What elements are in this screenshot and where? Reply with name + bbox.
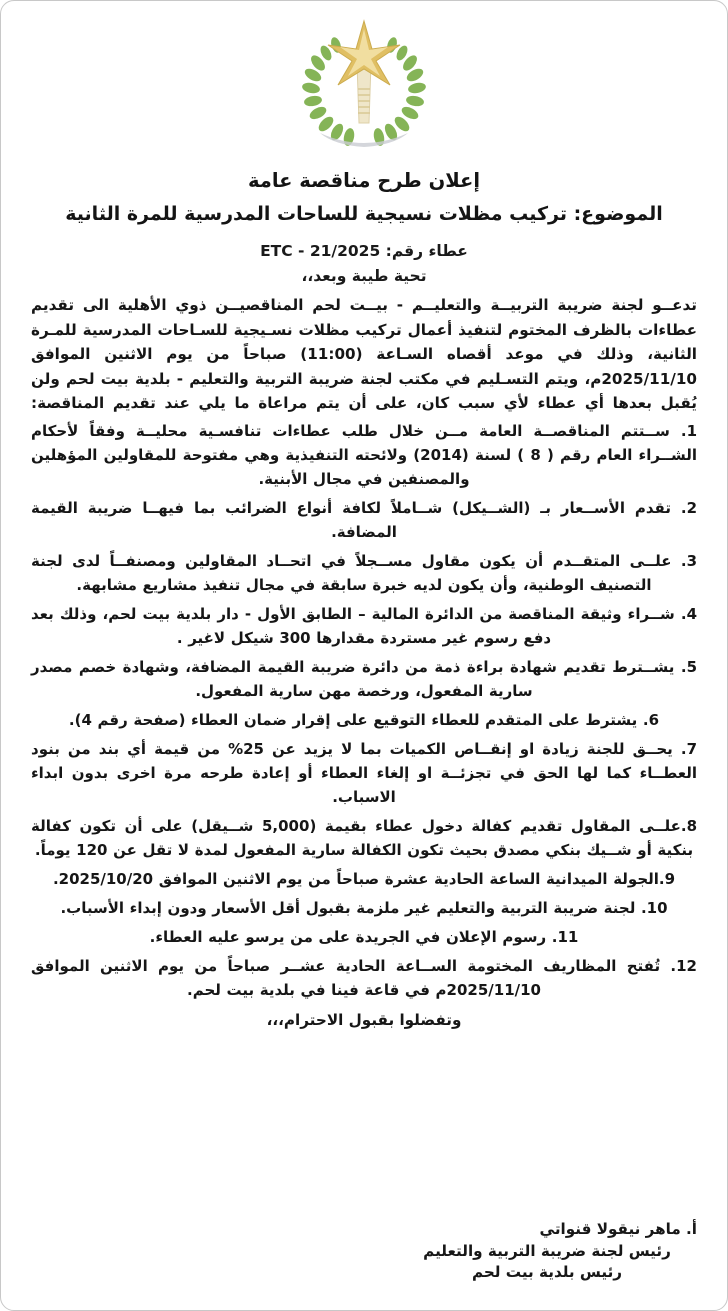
greeting-line: تحية طيبة وبعد،،: [301, 266, 427, 285]
clause-item: 1. ســتتم المناقصــة العامة مــن خلال طلب عطاءات تنافسـية محليــة وفقاً لأحكام الشــراء العام رقم ( 8 ) لسنة (2014) ولائحته التنفيذية وهي مفتوحة للمقاولين المؤهلين والمصنفين في مجال الأبنية.: [31, 422, 697, 489]
tender-number-value: ETC - 21/2025: [260, 242, 381, 261]
closing-line: وتفضلوا بقبول الاحترام،،،: [266, 1011, 462, 1030]
bethlehem-municipality-emblem-icon: [284, 15, 444, 155]
clause-item: 7. يحــق للجنة زيادة او إنقــاص الكميات بما لا يزيد عن 25% من قيمة أي بند من بنود العطــاء كما لها الحق في تجزئــة او إلغاء العطاء أو إعادة طرحه مرة اخرى بدون ابداء الاسباب.: [31, 740, 697, 807]
page-title: إعلان طرح مناقصة عامة: [247, 169, 481, 192]
clause-item: 6. يشترط على المتقدم للعطاء التوقيع على إقرار ضمان العطاء (صفحة رقم 4).: [68, 711, 660, 730]
tender-subject: الموضوع: تركيب مظلات نسيجية للساحات المدرسية للمرة الثانية: [65, 203, 663, 226]
document-sheet: [1, 1, 727, 1310]
clause-item: 8.علــى المقاول تقديم كفالة دخول عطاء بقيمة (5,000 شــيقل) على أن تكون كفالة بنكية أو شــيك بنكي مصدق بحيث تكون الكفالة سارية المفعول لمدة لا تقل عن 120 يوماً.: [31, 817, 698, 860]
clause-item: 3. علــى المتقــدم أن يكون مقاول مســجلاً في اتحــاد المقاولين ومصنفــاً لدى لجنة التصنيف الوطنية، وأن يكون لديه خبرة سابقة في مجال تنفيذ مشاريع مشابهة.: [31, 552, 697, 595]
tender-number-label: عطاء رقم:: [385, 242, 468, 261]
clause-item: 11. رسوم الإعلان في الجريدة على من يرسو عليه العطاء.: [149, 928, 579, 947]
clause-item: 2. تقدم الأســعار بـ (الشــيكل) شــاملاً لكافة أنواع الضرائب بما فيهــا ضريبة القيمة المضافة.: [31, 499, 697, 542]
signatory-role-secondary: رئيس بلدية بيت لحم: [471, 1263, 623, 1282]
signatory-role-primary: رئيس لجنة ضريبة التربية والتعليم: [423, 1241, 671, 1260]
clause-item: 4. شــراء وثيقة المناقصة من الدائرة المالية – الطابق الأول - دار بلدية بيت لحم، وذلك بعد دفع رسوم غير مستردة مقدارها 300 شيكل لاغير .: [31, 605, 697, 648]
clause-item: 10. لجنة ضريبة التربية والتعليم غير ملزمة بقبول أقل الأسعار ودون إبداء الأسباب.: [60, 899, 668, 918]
emblem-container: [31, 15, 697, 165]
clauses-list: [31, 419, 697, 1007]
clause-item: 12. تُفتح المظاريف المختومة الســاعة الحادية عشــر صباحاً من يوم الاثنين الموافق 2025/11/10م في قاعة فينا في بلدية بيت لحم.: [31, 957, 697, 1000]
clause-item: 9.الجولة الميدانية الساعة الحادية عشرة صباحاً من يوم الاثنين الموافق 2025/10/20.: [52, 870, 676, 889]
clause-item: 5. يشــترط تقديم شهادة براءة ذمة من دائرة ضريبة القيمة المضافة، وشهادة خصم مصدر سارية المفعول، ورخصة مهن سارية المفعول.: [31, 658, 697, 701]
intro-paragraph: تدعــو لجنة ضريبة التربيــة والتعليــم - بيــت لحم المناقصيــن ذوي الأهلية الى تقديم عطاءات بالظرف المختوم لتنفيذ أعمال تركيب مظلات نسـيجية للسـاحات المدرسية للمـرة الثانية، وذلك في موعد أقصاه السـاعة (11:00) صباحاً من يوم الاثنين الموافق 2025/11/10م، ويتم التسـليم في مكتب لجنة ضريبة التربية والتعليم - بلدية بيت لحم ولن يُقبل بعدها أي عطاء لأي سبب كان، على أن يتم مراعاة ما يلي عند تقديم المناقصة:: [31, 295, 697, 413]
signature-block: [397, 1219, 697, 1300]
tender-number-line: [31, 241, 697, 262]
signatory-name: أ. ماهر نيقولا قنواتي: [539, 1220, 697, 1239]
